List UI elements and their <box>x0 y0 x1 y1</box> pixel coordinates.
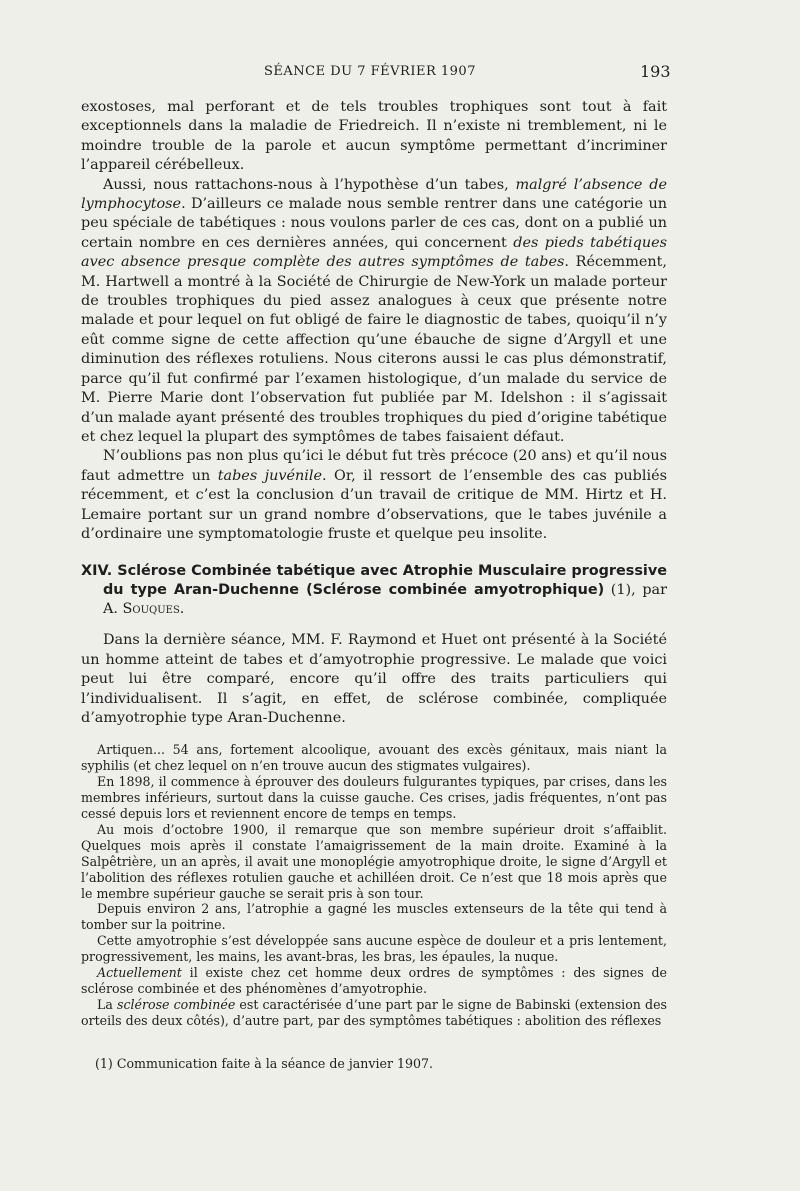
intro-paragraph: Dans la dernière séance, MM. F. Raymond et Huet ont présenté à la Société un homme atteint de tabes et d’amyotrophie progressive. Le malade que voici peut lui être comparé, encore qu’il offre des traits particuliers qui l’individualisent. Il s’agit, en effet, de sclérose combinée, compliquée d’amyotrophie type Aran-Duchenne. <box>81 632 667 726</box>
case-paragraph: Depuis environ 2 ans, l’atrophie a gagné les muscles extenseurs de la tête qui tend à tomber sur la poitrine. <box>81 901 667 933</box>
case-paragraph: Cette amyotrophie s’est développée sans aucune espèce de douleur et a pris lentement, progressivement, les mains, les avant-bras, les bras, les épaules, la nuque. <box>81 933 667 965</box>
paragraph: Aussi, nous rattachons-nous à l’hypothèse d’un tabes, malgré l’absence de lymphocytose. D’ailleurs ce malade nous semble rentrer dans une catégorie un peu spéciale de tabétiques : nous voulons parler de ces cas, dont on a publié un certain nombre en ces dernières années, qui concernent des pieds tabétiques avec absence presque complète des autres symptômes de tabes. Récemment, M. Hartwell a montré à la Société de Chirurgie de New-York un malade porteur de troubles trophiques du pied assez analogues à ceux que présente notre malade et pour lequel on fut obligé de faire le diagnostic de tabes, quoiqu’il n’y eût comme signe de cette affection qu’une ébauche de signe d’Argyll et une diminution des réflexes rotuliens. Nous citerons aussi le cas plus démonstratif, parce qu’il fut confirmé par l’examen histologique, d’un malade du service de M. Pierre Marie dont l’observation fut publiée par M. Idelshon : il s’agissait d’un malade ayant présenté des troubles trophiques du pied d’origine tabétique et chez lequel la plupart des symptômes de tabes faisaient défaut. <box>81 176 667 445</box>
paragraph: exostoses, mal perforant et de tels troubles trophiques sont tout à fait exceptionnels dans la maladie de Friedreich. Il n’existe ni tremblement, ni le moindre trouble de la parole et aucun symptôme permettant d’incriminer l’appareil cérébelleux. <box>81 99 667 174</box>
paragraph: N’oublions pas non plus qu’ici le début fut très précoce (20 ans) et qu’il nous faut admettre un tabes juvénile. Or, il ressort de l’ensemble des cas publiés récemment, et c’est la conclusion d’un travail de critique de MM. Hirtz et H. Lemaire portant sur un grand nombre d’observations, que le tabes juvénile a d’ordinaire une symptomatologie fruste et quelque peu insolite. <box>81 448 667 542</box>
case-paragraph: Actuellement il existe chez cet homme deux ordres de symptômes : des signes de sclérose combinée et des phénomènes d’amyotrophie. <box>81 965 667 996</box>
case-report <box>81 742 667 1028</box>
section-title: XIV. Sclérose Combinée tabétique avec Atrophie Musculaire progressive du type Aran-Duchenne (Sclérose combinée amyotrophique) <box>81 563 667 599</box>
case-paragraph: Au mois d’octobre 1900, il remarque que son membre supérieur droit s’affaiblit. Quelques mois après il constate l’amaigrissement de la main droite. Examiné à la Salpêtrière, un an après, il avait une monoplégie amyotrophique droite, le signe d’Argyll et l’abolition des réflexes rotulien gauche et achilléen droit. Ce n’est que 18 mois après que le membre supérieur gauche se serait pris à son tour. <box>81 821 667 901</box>
section-heading: XIV. Sclérose Combinée tabétique avec Atrophie Musculaire progressive du type Aran-Duchenne (Sclérose combinée amyotrophique) (1), par A. Souques. <box>81 563 668 618</box>
case-paragraph: Artiquen... 54 ans, fortement alcoolique, avouant des excès génitaux, mais niant la syphilis (et chez lequel on n’en trouve aucun des stigmates vulgaires). <box>81 742 667 774</box>
case-paragraph: En 1898, il commence à éprouver des douleurs fulgurantes typiques, par crises, dans les membres inférieurs, surtout dans la cuisse gauche. Ces crises, jadis fréquentes, n’ont pas cessé depuis lors et reviennent encore de temps en temps. <box>81 774 667 821</box>
case-paragraph: La sclérose combinée est caractérisée d’une part par le signe de Babinski (extension des orteils des deux côtés), d’autre part, par des symptômes tabétiques : abolition des réflexes <box>81 996 667 1028</box>
footnote: (1) Communication faite à la séance de janvier 1907. <box>95 1056 434 1071</box>
page-number: 193 <box>640 62 671 81</box>
main-text <box>81 98 667 1029</box>
section-author: Souques. <box>122 601 185 618</box>
running-header: SÉANCE DU 7 FÉVRIER 1907 <box>264 64 476 79</box>
